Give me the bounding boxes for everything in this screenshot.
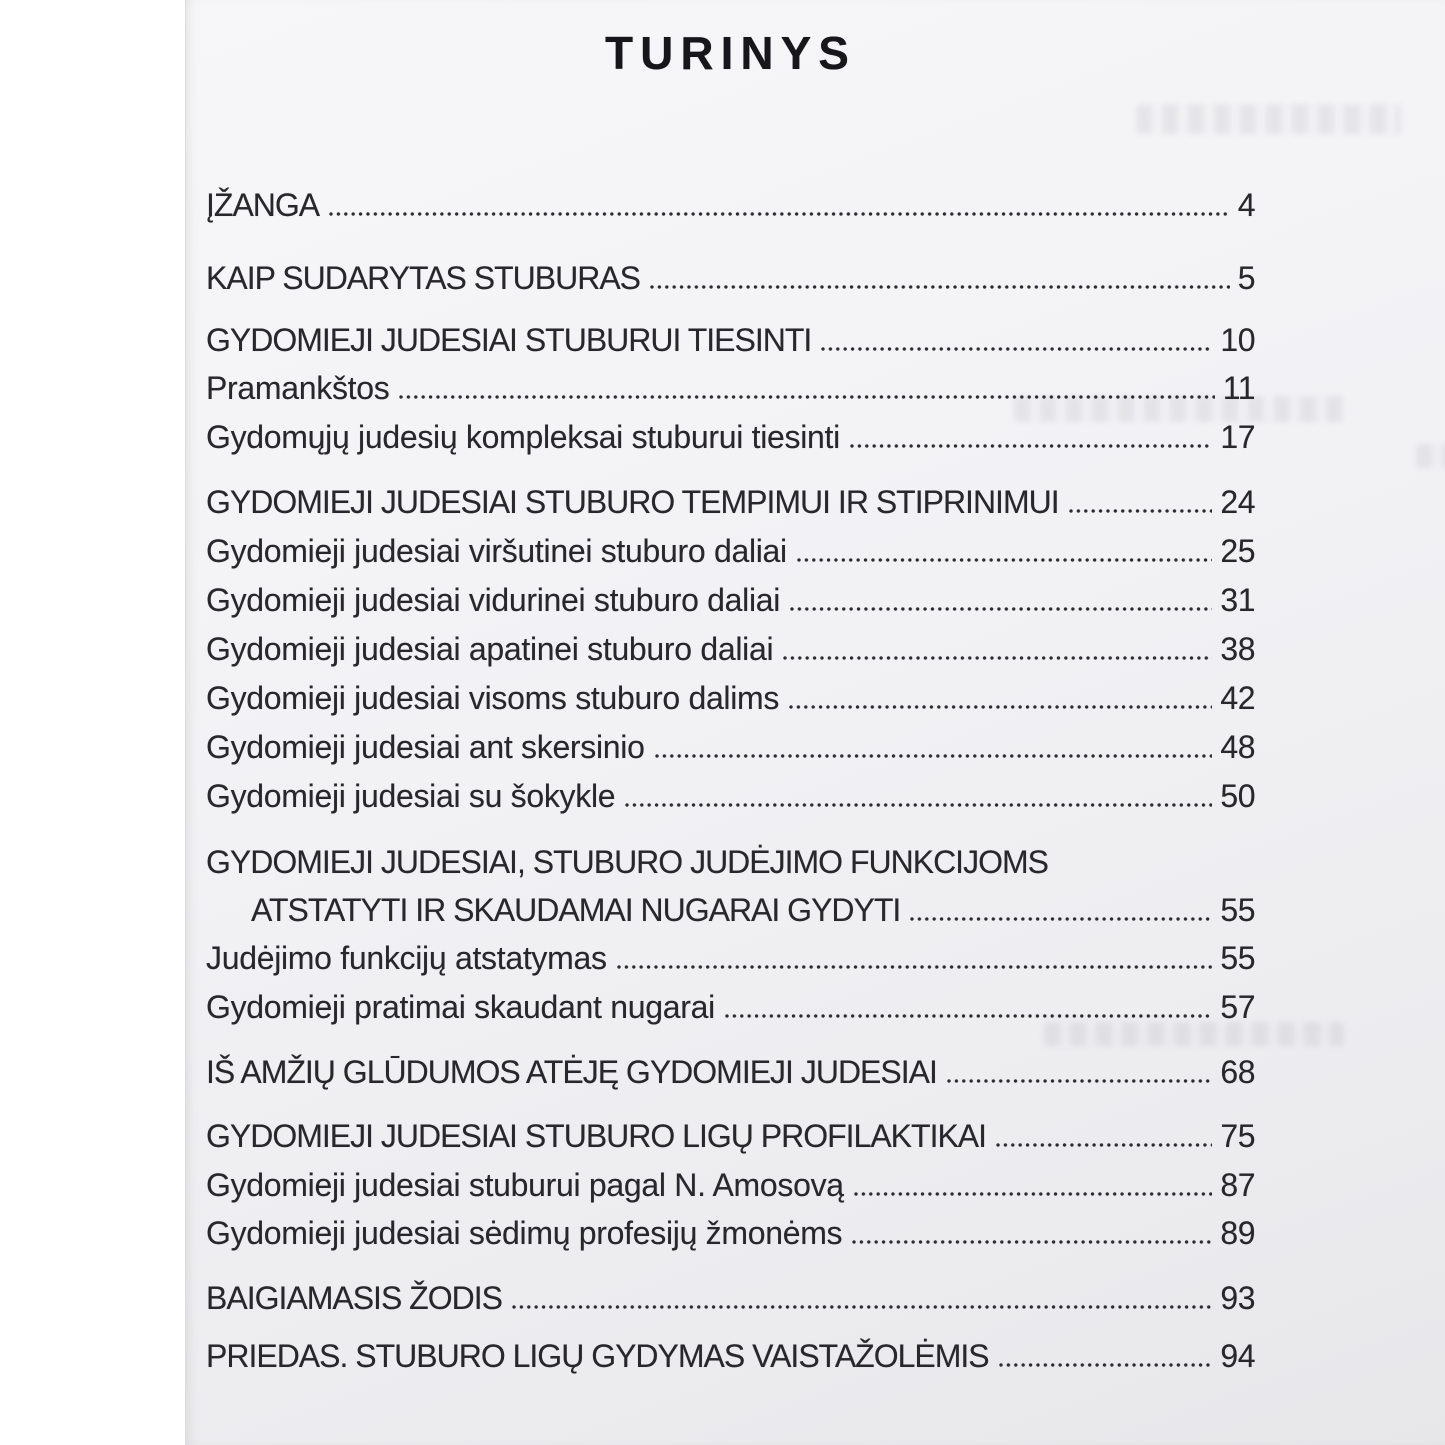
toc-leader-dots (512, 1305, 1212, 1309)
toc-page-number: 48 (1220, 729, 1255, 765)
toc-entry-label: IŠ AMŽIŲ GLŪDUMOS ATĖJĘ GYDOMIEJI JUDESIAI (206, 1054, 937, 1090)
toc-page-number: 57 (1220, 989, 1255, 1025)
toc-leader-dots (650, 285, 1230, 289)
toc-entry (206, 531, 1255, 571)
toc-leader-dots (999, 1363, 1213, 1367)
toc-entry-label: Gydomieji judesiai apatinei stuburo daliai (206, 631, 774, 667)
toc-leader-dots (797, 558, 1213, 562)
toc-entry (206, 1052, 1255, 1092)
toc-entry-label: Gydomieji judesiai sėdimų profesijų žmonėms (206, 1215, 843, 1251)
toc-entry (206, 987, 1255, 1027)
toc-entry-label: Pramankštos (206, 370, 390, 406)
toc-entry (206, 938, 1255, 978)
toc-entry-label: PRIEDAS. STUBURO LIGŲ GYDYMAS VAISTAŽOLĖMIS (206, 1338, 989, 1374)
toc-entry-label: Gydomieji judesiai viršutinei stuburo daliai (206, 533, 787, 569)
toc-leader-dots (617, 965, 1213, 969)
toc-entry (206, 320, 1255, 360)
toc-page-number: 10 (1220, 322, 1255, 358)
toc-entry-label: ĮŽANGA (206, 187, 320, 223)
toc-page-number: 38 (1220, 631, 1255, 667)
toc-entry-label: Gydomieji judesiai vidurinei stuburo daliai (206, 582, 781, 618)
toc-entry (206, 185, 1255, 225)
toc-page-number: 25 (1220, 533, 1255, 569)
toc-entry (206, 776, 1255, 816)
toc-entry-label: GYDOMIEJI JUDESIAI, STUBURO JUDĖJIMO FUNKCIJOMS (206, 844, 1048, 880)
page-content (186, 0, 1445, 1376)
toc-entry (206, 1336, 1255, 1376)
toc-entry-label: GYDOMIEJI JUDESIAI STUBURO LIGŲ PROFILAKTIKAI (206, 1118, 987, 1154)
toc-page-number: 50 (1220, 778, 1255, 814)
toc-entry (206, 417, 1255, 457)
toc-page-number: 4 (1237, 187, 1255, 223)
toc-leader-dots (655, 754, 1213, 758)
toc-entry-label: Gydomieji judesiai ant skersinio (206, 729, 645, 765)
toc-leader-dots (910, 917, 1212, 921)
toc-leader-dots (329, 212, 1230, 216)
toc-entry-label: Gydomųjų judesių kompleksai stuburui tiesinti (206, 419, 840, 455)
toc-entry-label: GYDOMIEJI JUDESIAI STUBURUI TIESINTI (206, 322, 812, 358)
toc-entry (206, 580, 1255, 620)
page-title: TURINYS (605, 27, 856, 79)
toc-page-number: 11 (1222, 370, 1255, 406)
toc-page-number: 24 (1220, 484, 1255, 520)
toc-leader-dots (725, 1014, 1213, 1018)
toc-page-number: 17 (1220, 419, 1255, 455)
toc-entry-label: Gydomieji judesiai visoms stuburo dalims (206, 680, 780, 716)
toc-page-number: 68 (1220, 1054, 1255, 1090)
toc-entry-label: Gydomieji pratimai skaudant nugarai (206, 989, 715, 1025)
toc-entry (206, 727, 1255, 767)
toc-page-number: 42 (1220, 680, 1255, 716)
toc-entry (206, 842, 1255, 882)
toc-page-number: 94 (1220, 1338, 1255, 1374)
toc-leader-dots (854, 1192, 1213, 1196)
toc-leader-dots (996, 1143, 1212, 1147)
toc-leader-dots (947, 1079, 1213, 1083)
toc-entry (206, 678, 1255, 718)
table-of-contents (206, 185, 1255, 1376)
toc-entry-label: KAIP SUDARYTAS STUBURAS (206, 260, 641, 296)
toc-page-number: 55 (1220, 940, 1255, 976)
toc-leader-dots (399, 395, 1214, 399)
toc-entry (206, 1165, 1255, 1205)
toc-page-number: 93 (1220, 1280, 1255, 1316)
page-surface (185, 0, 1445, 1445)
toc-entry (206, 482, 1255, 522)
toc-leader-dots (625, 803, 1212, 807)
toc-leader-dots (789, 705, 1212, 709)
toc-page-number: 55 (1220, 892, 1255, 928)
toc-leader-dots (850, 444, 1212, 448)
toc-entry (206, 258, 1255, 298)
toc-entry (206, 1278, 1255, 1318)
toc-entry-label: GYDOMIEJI JUDESIAI STUBURO TEMPIMUI IR STIPRINIMUI (206, 484, 1059, 520)
toc-leader-dots (852, 1240, 1212, 1244)
toc-leader-dots (821, 347, 1212, 351)
toc-entry (206, 629, 1255, 669)
toc-page-number: 5 (1237, 260, 1255, 296)
toc-page-number: 75 (1220, 1118, 1255, 1154)
toc-entry-label: Gydomieji judesiai stuburui pagal N. Amosovą (206, 1167, 844, 1203)
toc-leader-dots (783, 656, 1212, 660)
toc-entry (206, 1116, 1255, 1156)
toc-entry (206, 1213, 1255, 1253)
toc-entry-label: ATSTATYTI IR SKAUDAMAI NUGARAI GYDYTI (251, 892, 901, 928)
toc-entry-label: BAIGIAMASIS ŽODIS (206, 1280, 502, 1316)
toc-entry (206, 890, 1255, 930)
toc-page-number: 89 (1220, 1215, 1255, 1251)
toc-entry (206, 368, 1255, 408)
toc-leader-dots (1069, 509, 1213, 513)
toc-page-number: 87 (1220, 1167, 1255, 1203)
toc-entry-label: Gydomieji judesiai su šokykle (206, 778, 616, 814)
toc-entry-label: Judėjimo funkcijų atstatymas (206, 940, 607, 976)
toc-leader-dots (790, 607, 1212, 611)
toc-page-number: 31 (1220, 582, 1255, 618)
